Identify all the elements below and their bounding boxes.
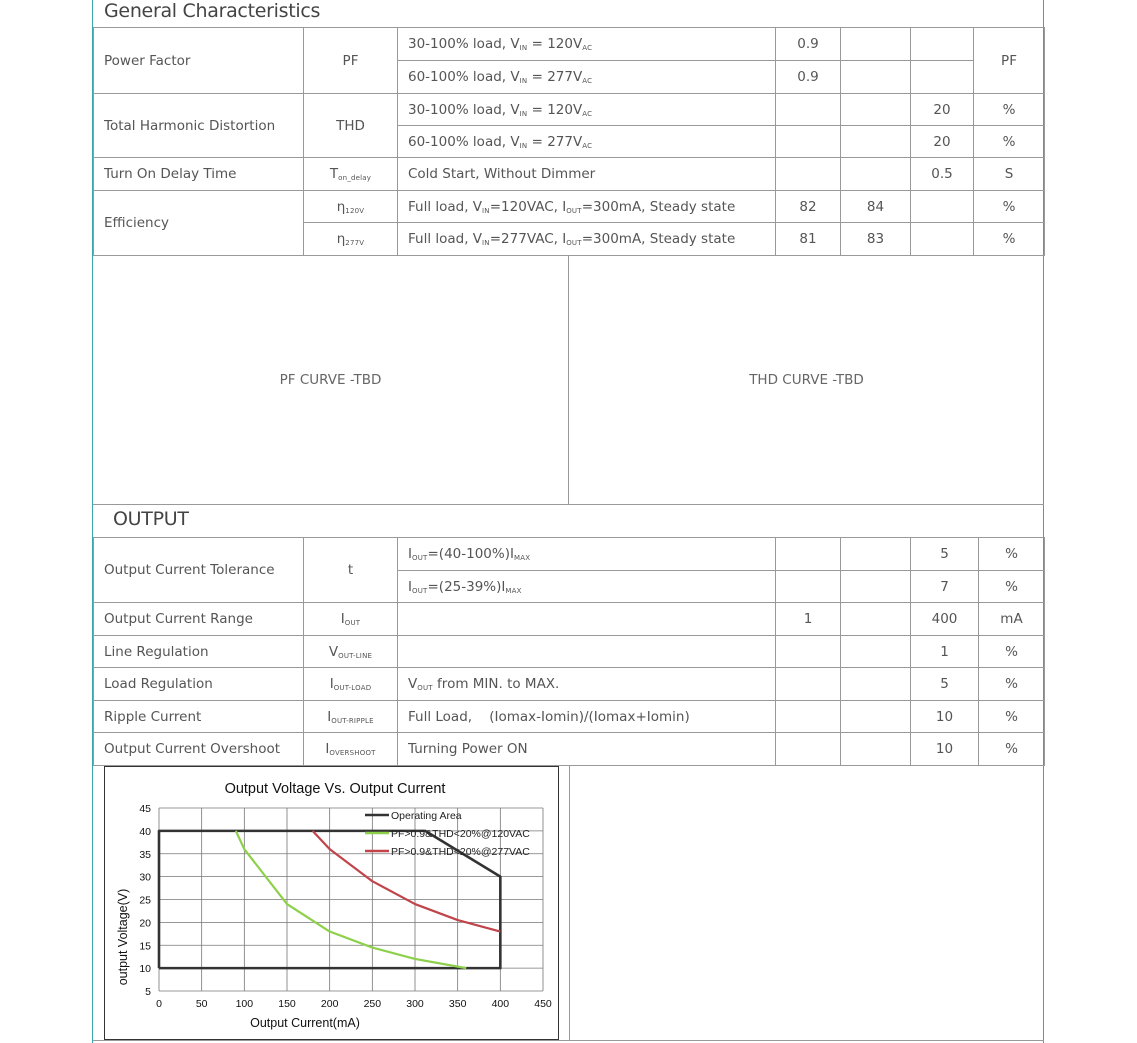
param-name: Total Harmonic Distortion bbox=[94, 94, 304, 158]
legend-entry: PF>0.9&THD<20%@120VAC bbox=[391, 828, 530, 840]
param-name: Power Factor bbox=[94, 28, 304, 94]
param-name: Line Regulation bbox=[94, 636, 304, 668]
param-condition: $I_{OUT}=(40-100\%)I_{MAX}$ bbox=[398, 538, 776, 571]
table-row bbox=[94, 191, 1045, 223]
chart-title: Output Voltage Vs. Output Current bbox=[224, 781, 446, 797]
x-tick-label: 50 bbox=[195, 998, 208, 1010]
param-symbol: $I_{OUT-RIPPLE}$ bbox=[304, 701, 398, 733]
y-tick-label: 15 bbox=[139, 940, 151, 953]
general-characteristics-title: General Characteristics bbox=[104, 0, 321, 22]
table-row bbox=[94, 603, 1045, 636]
param-name: Ripple Current bbox=[94, 701, 304, 733]
param-max: 0.5 bbox=[911, 158, 974, 191]
chart-legend bbox=[365, 810, 530, 858]
param-condition: 60-100% load, $V_{IN} = 277V_{AC}$ bbox=[398, 61, 776, 94]
vi-chart-frame bbox=[104, 766, 559, 1040]
param-min bbox=[776, 636, 841, 668]
param-typ bbox=[841, 668, 911, 701]
param-typ bbox=[841, 538, 911, 571]
param-condition: 30-100% load, $V_{IN} = 120V_{AC}$ bbox=[398, 28, 776, 61]
param-unit: mA bbox=[979, 603, 1045, 636]
param-condition: $I_{OUT}=(25-39\%)I_{MAX}$ bbox=[398, 571, 776, 603]
datasheet-page bbox=[92, 0, 1044, 1043]
table-row bbox=[94, 636, 1045, 668]
x-tick-label: 350 bbox=[448, 998, 467, 1010]
param-min bbox=[776, 126, 841, 158]
param-unit: % bbox=[974, 191, 1045, 223]
param-symbol: $I_{OUT}$ bbox=[304, 603, 398, 636]
param-condition bbox=[398, 636, 776, 668]
param-unit: % bbox=[974, 126, 1045, 158]
param-condition: Full Load, (Iomax-Iomin)/(Iomax+Iomin) bbox=[398, 701, 776, 733]
param-condition: Cold Start, Without Dimmer bbox=[398, 158, 776, 191]
param-typ bbox=[841, 61, 911, 94]
x-tick-label: 0 bbox=[156, 998, 162, 1010]
x-tick-label: 300 bbox=[406, 998, 424, 1010]
param-symbol: $\eta_{277V}$ bbox=[304, 223, 398, 256]
param-unit: S bbox=[974, 158, 1045, 191]
y-tick-label: 25 bbox=[139, 894, 151, 907]
param-condition: Full load, $V_{IN}=277VAC$, $I_{OUT}=300mA$, Steady state bbox=[398, 223, 776, 256]
y-tick-label: 5 bbox=[145, 986, 151, 998]
param-name: Turn On Delay Time bbox=[94, 158, 304, 191]
param-symbol: THD bbox=[304, 94, 398, 158]
param-min bbox=[776, 538, 841, 571]
param-min: 0.9 bbox=[776, 61, 841, 94]
param-max: 5 bbox=[911, 538, 979, 571]
param-unit: % bbox=[979, 636, 1045, 668]
param-typ bbox=[841, 733, 911, 766]
param-symbol: $I_{OUT-LOAD}$ bbox=[304, 668, 398, 701]
y-tick-label: 40 bbox=[139, 825, 151, 838]
param-max: 10 bbox=[911, 733, 979, 766]
param-unit: % bbox=[979, 733, 1045, 766]
y-tick-label: 35 bbox=[139, 848, 151, 861]
param-min: 0.9 bbox=[776, 28, 841, 61]
legend-entry: PF>0.9&THD<20%@277VAC bbox=[391, 846, 530, 858]
x-tick-label: 100 bbox=[235, 998, 254, 1010]
param-condition: 30-100% load, $V_{IN} = 120V_{AC}$ bbox=[398, 94, 776, 126]
param-typ bbox=[841, 158, 911, 191]
param-symbol: $T_{on\_delay}$ bbox=[304, 158, 398, 191]
pf-curve-placeholder: PF CURVE -TBD bbox=[93, 256, 569, 504]
param-condition: Full load, $V_{IN}=120VAC$, $I_{OUT}=300mA$, Steady state bbox=[398, 191, 776, 223]
param-name: Output Current Tolerance bbox=[94, 538, 304, 603]
x-tick-label: 200 bbox=[320, 998, 339, 1010]
param-typ bbox=[841, 126, 911, 158]
table-row bbox=[94, 668, 1045, 701]
param-symbol: $\eta_{120V}$ bbox=[304, 191, 398, 223]
param-max bbox=[911, 61, 974, 94]
param-typ: 83 bbox=[841, 223, 911, 256]
param-typ bbox=[841, 636, 911, 668]
param-unit: % bbox=[974, 94, 1045, 126]
param-condition bbox=[398, 603, 776, 636]
param-typ bbox=[841, 28, 911, 61]
y-tick-label: 10 bbox=[139, 963, 151, 976]
param-min: 1 bbox=[776, 603, 841, 636]
output-table bbox=[93, 537, 1045, 766]
output-title: OUTPUT bbox=[113, 508, 189, 530]
param-unit: % bbox=[979, 701, 1045, 733]
table-row bbox=[94, 28, 1045, 61]
param-symbol: $I_{OVERSHOOT}$ bbox=[304, 733, 398, 766]
param-name: Output Current Range bbox=[94, 603, 304, 636]
param-unit: % bbox=[979, 571, 1045, 603]
param-name: Load Regulation bbox=[94, 668, 304, 701]
param-min: 81 bbox=[776, 223, 841, 256]
param-max: 1 bbox=[911, 636, 979, 668]
param-unit: PF bbox=[974, 28, 1045, 94]
table-row bbox=[94, 94, 1045, 126]
param-typ bbox=[841, 603, 911, 636]
param-min bbox=[776, 158, 841, 191]
legend-entry: Operating Area bbox=[391, 810, 462, 822]
y-tick-label: 20 bbox=[139, 917, 151, 930]
param-max: 20 bbox=[911, 94, 974, 126]
param-condition: $V_{OUT}$ from MIN. to MAX. bbox=[398, 668, 776, 701]
param-min: 82 bbox=[776, 191, 841, 223]
x-tick-label: 150 bbox=[278, 998, 296, 1010]
param-symbol: t bbox=[304, 538, 398, 603]
y-tick-label: 45 bbox=[139, 803, 151, 815]
chart-xlabel: Output Current(mA) bbox=[250, 1016, 360, 1030]
param-max: 5 bbox=[911, 668, 979, 701]
param-min bbox=[776, 733, 841, 766]
param-condition: Turning Power ON bbox=[398, 733, 776, 766]
param-max bbox=[911, 191, 974, 223]
chart-ylabel: output Voltage(V) bbox=[116, 888, 130, 986]
param-max: 400 bbox=[911, 603, 979, 636]
param-symbol: PF bbox=[304, 28, 398, 94]
param-min bbox=[776, 94, 841, 126]
y-tick-label: 30 bbox=[139, 871, 151, 884]
thd-curve-placeholder: THD CURVE -TBD bbox=[749, 372, 864, 388]
param-min bbox=[776, 701, 841, 733]
param-min bbox=[776, 668, 841, 701]
param-typ: 84 bbox=[841, 191, 911, 223]
param-max bbox=[911, 28, 974, 61]
param-max: 7 bbox=[911, 571, 979, 603]
table-row bbox=[94, 158, 1045, 191]
x-tick-label: 400 bbox=[491, 998, 510, 1010]
param-max: 20 bbox=[911, 126, 974, 158]
param-unit: % bbox=[974, 223, 1045, 256]
curves-placeholder-row bbox=[93, 255, 1044, 505]
param-max bbox=[911, 223, 974, 256]
param-name: Output Current Overshoot bbox=[94, 733, 304, 766]
param-name: Efficiency bbox=[94, 191, 304, 256]
param-max: 10 bbox=[911, 701, 979, 733]
table-row bbox=[94, 538, 1045, 571]
param-condition: 60-100% load, $V_{IN} = 277V_{AC}$ bbox=[398, 126, 776, 158]
general-characteristics-table bbox=[93, 27, 1045, 256]
param-min bbox=[776, 571, 841, 603]
param-typ bbox=[841, 571, 911, 603]
param-unit: % bbox=[979, 668, 1045, 701]
vi-chart bbox=[105, 767, 558, 1039]
param-symbol: $V_{OUT-LINE}$ bbox=[304, 636, 398, 668]
chart-row-divider bbox=[569, 766, 570, 1040]
param-typ bbox=[841, 94, 911, 126]
param-unit: % bbox=[979, 538, 1045, 571]
x-tick-label: 450 bbox=[534, 998, 552, 1010]
table-row bbox=[94, 701, 1045, 733]
x-tick-label: 250 bbox=[363, 998, 382, 1010]
table-row bbox=[94, 733, 1045, 766]
param-typ bbox=[841, 701, 911, 733]
